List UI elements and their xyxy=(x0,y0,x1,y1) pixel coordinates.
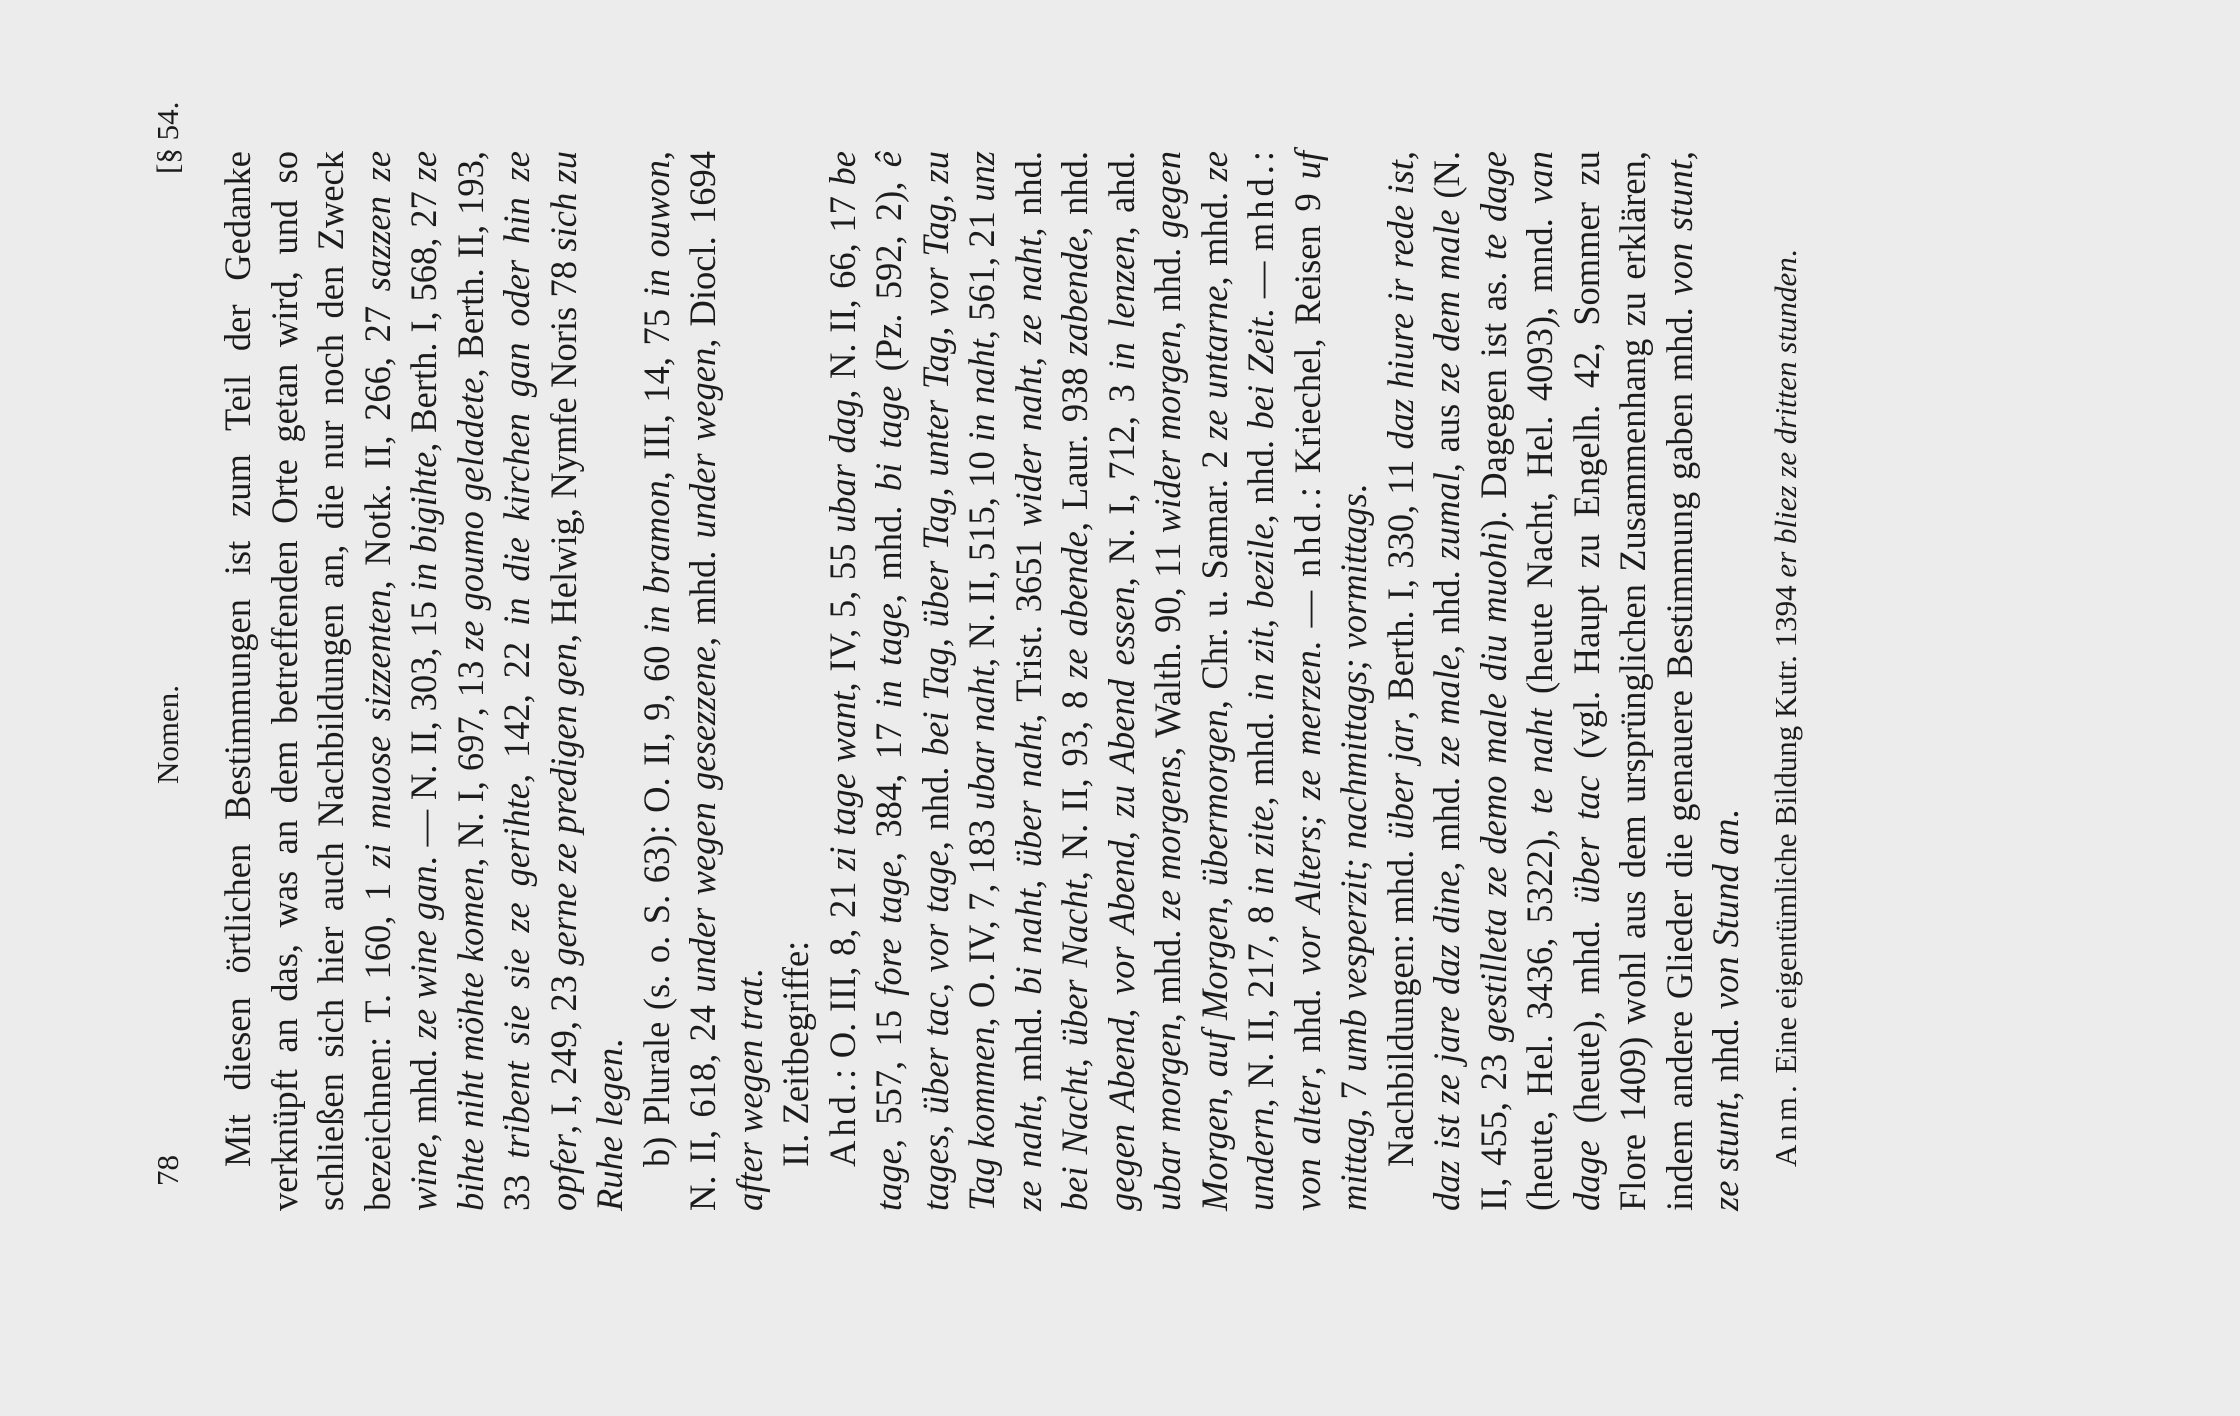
text-run: ). Dagegen ist as. xyxy=(1472,259,1514,532)
italic-citation: vor Alters; ze merzen xyxy=(1286,650,1328,975)
italic-citation: wider morgen xyxy=(1147,330,1188,534)
italic-citation: in naht xyxy=(961,339,1002,442)
italic-citation: fore tage xyxy=(868,861,909,996)
italic-citation: ze wine gan xyxy=(403,865,444,1040)
italic-citation: zi tage want xyxy=(821,691,863,871)
italic-citation: in bramon xyxy=(635,480,677,634)
text-run: , mhd. xyxy=(1240,701,1281,806)
text-run: , N. II, 515, 10 xyxy=(961,441,1002,668)
italic-citation: ze goumo geladete xyxy=(449,377,491,651)
text-run: , 384, 17 xyxy=(868,708,909,862)
text-run: (Pz. 592, 2), xyxy=(868,167,909,386)
text-run: Eine eigentümliche Bildung Kutr. 1394 xyxy=(1767,577,1803,1082)
italic-citation: umb vesperzit; nachmittags; vormittags xyxy=(1333,493,1374,1073)
italic-citation: in lenzen xyxy=(1100,235,1142,371)
paragraph xyxy=(773,151,820,1211)
italic-citation: wider naht, ze naht xyxy=(1007,236,1049,527)
italic-citation: bi tage xyxy=(868,385,909,492)
text-run: , Berth. I, 568, 27 xyxy=(403,181,444,452)
text-run: . xyxy=(1705,809,1746,819)
italic-citation: under wegen xyxy=(682,347,723,539)
text-run: , N. II, 217, 8 xyxy=(1240,895,1281,1108)
text-run: , Notk. II, 266, 27 xyxy=(356,291,398,590)
text-run: , 557, 15 xyxy=(868,995,909,1149)
italic-citation: after wegen trat xyxy=(728,977,770,1211)
text-run: , III, 14, 75 xyxy=(635,297,677,481)
text-run: , Berth. I, 330, 11 xyxy=(1379,449,1421,720)
italic-citation: über tac xyxy=(1565,775,1607,904)
text-run: , Walth. 90, 11 xyxy=(1147,533,1188,756)
page-body xyxy=(215,151,1808,1211)
text-run: , mhd. xyxy=(1193,181,1235,286)
italic-citation: tribent sie sie ze gerihte xyxy=(496,783,537,1159)
italic-citation: ubar morgen xyxy=(1147,1022,1188,1211)
italic-citation: unz ze naht xyxy=(961,151,1049,1211)
text-run: , Helwig, Nymfe Noris 78 xyxy=(542,251,584,644)
text-run: , N. I, 712, 3 xyxy=(1100,370,1142,587)
text-run: , nhd. xyxy=(1286,974,1328,1076)
italic-citation: zabende xyxy=(1054,235,1095,356)
italic-citation: daz hiure ir rede ist, daz ist ze jare daz dine xyxy=(1379,151,1467,1211)
italic-citation: zumal xyxy=(1426,472,1467,560)
text-run: Anm. xyxy=(1767,1081,1803,1167)
text-run: , mhd. xyxy=(1007,994,1049,1104)
italic-citation: über jar xyxy=(1379,719,1421,840)
text-run: . xyxy=(1767,249,1803,258)
italic-citation: in tage xyxy=(868,603,909,709)
text-run: , 561, 21 xyxy=(961,201,1002,340)
text-run: , O. IV, 7, 183 xyxy=(961,810,1002,1027)
text-run: , N. II, 66, 17 xyxy=(821,185,863,399)
italic-citation: gerne ze predigen gen xyxy=(542,643,584,966)
text-run: (N. II, 455, 23 xyxy=(1426,150,1514,1211)
text-run: mhd. xyxy=(1240,161,1281,252)
text-run: , IV, 5, 55 xyxy=(821,533,863,692)
italic-citation: uf mittag xyxy=(1286,150,1374,1211)
italic-citation: gestilleta ze demo male diu muohi xyxy=(1472,531,1514,1043)
italic-citation: ubar dag xyxy=(821,398,863,534)
text-run: , Laur. 938 xyxy=(1054,355,1095,532)
italic-citation: in zit, bezile xyxy=(1240,523,1281,702)
italic-citation: ê tages, über tac, vor tage xyxy=(868,151,956,1211)
text-run: . xyxy=(728,968,770,978)
text-run: , nhd. xyxy=(914,755,956,851)
text-run: , I, 249, 23 xyxy=(542,965,584,1134)
italic-citation: under wegen gesezzene xyxy=(682,646,723,993)
text-run: , mhd. xyxy=(868,491,909,604)
text-run: Ahd. xyxy=(821,1079,863,1167)
text-run: . — N. II, 303, 15 xyxy=(403,591,444,866)
italic-citation: in die kirchen gan oder hin ze opfer xyxy=(496,151,584,1211)
text-run: Nachbildungen: mhd. xyxy=(1379,839,1421,1167)
text-run: , nhd. xyxy=(1007,150,1049,237)
text-run: (heute), mhd. xyxy=(1565,903,1607,1141)
paragraph xyxy=(634,151,774,1211)
text-run: , Berth. II, 193, 33 xyxy=(449,150,537,1211)
italic-citation: sich zu Ruhe legen xyxy=(542,150,630,1211)
running-head: Nomen. xyxy=(150,684,185,784)
italic-citation: zi muose sizzenten xyxy=(356,589,398,869)
text-run: II. Zeitbegriffe: xyxy=(775,940,816,1167)
text-run: , mhd. xyxy=(1147,920,1188,1023)
italic-citation: ze bihte niht möhte komen xyxy=(403,150,491,1211)
italic-citation: von Stund an xyxy=(1705,818,1746,1010)
text-run: : xyxy=(1240,150,1281,162)
italic-citation: er bliez ze dritten stunden xyxy=(1767,257,1803,578)
italic-citation: bei Tag, über Tag, unter Tag, vor Tag, zu Tag kommen xyxy=(914,151,1002,1211)
text-run: . — xyxy=(1240,251,1281,318)
text-run: , Diocl. 1694 xyxy=(682,151,723,348)
text-run: . xyxy=(1333,484,1374,494)
italic-citation: van dage xyxy=(1519,150,1607,1211)
text-run: (heute, Hel. 3436, 5322), xyxy=(1519,814,1560,1211)
italic-citation: gegen Abend, vor Abend, zu Abend essen xyxy=(1100,586,1142,1211)
text-run: , N. II, 93, 8 xyxy=(1054,678,1095,881)
italic-citation: te naht xyxy=(1519,708,1560,815)
italic-citation: bei Nacht, über Nacht xyxy=(1054,880,1095,1211)
paragraph xyxy=(215,151,634,1211)
text-run: , 7 xyxy=(1333,1072,1374,1118)
text-run: (vgl. Haupt zu Engelh. 42, Sommer zu Flore 1409) wohl aus dem ursprünglichen Zusammenhang zu erklären, indem andere Glieder die genauere Bestimmung gaben mhd. xyxy=(1565,151,1700,1211)
text-run: , ahd. xyxy=(1100,150,1142,236)
text-run: , Trist. 3651 xyxy=(1007,526,1049,723)
italic-citation: te dage xyxy=(1472,151,1514,260)
italic-citation: von alter xyxy=(1286,1075,1328,1211)
text-run: , N. II, 618, 24 xyxy=(635,151,723,1211)
text-run: : Kriechel, Reisen 9 xyxy=(1286,179,1328,498)
italic-citation: ze abende xyxy=(1054,531,1095,679)
italic-citation: in ouwon xyxy=(635,160,677,298)
text-run: , nhd. xyxy=(1705,1009,1746,1101)
text-run: , Chr. u. Samar. 2 xyxy=(1193,439,1235,710)
italic-citation: ubar naht xyxy=(961,667,1002,811)
paragraph xyxy=(1378,151,1750,1211)
text-run: , N. I, 697, 13 xyxy=(449,650,491,867)
italic-citation: be tage xyxy=(821,151,909,1211)
text-run: , nhd. xyxy=(1240,429,1281,524)
section-marker: [§ 54. xyxy=(150,101,185,174)
text-run: , mhd. xyxy=(682,538,723,647)
text-run: : O. III, 8, 21 xyxy=(821,870,863,1080)
paragraph xyxy=(820,151,1378,1211)
italic-citation: gegen Morgen, auf Morgen, übermorgen xyxy=(1147,151,1235,1211)
italic-citation: ze untarne xyxy=(1193,285,1235,440)
text-run: Mit diesen örtlichen Bestimmungen ist zum Teil der Gedanke verknüpft an das, was an dem betreffenden Orte getan wird, und so schließen sich hier auch Nachbildungen an, die nur noch den Zweck bezeichnen: T. 160, 1 xyxy=(217,151,398,1211)
italic-citation: ze male xyxy=(1426,653,1467,767)
italic-citation: von stunt, ze stunt xyxy=(1658,150,1746,1211)
italic-citation: sazzen ze wine xyxy=(356,150,444,1211)
italic-citation: ze undern xyxy=(1193,151,1281,1211)
italic-citation: bei Zeit xyxy=(1240,317,1281,430)
text-run: nhd. xyxy=(1286,497,1328,578)
text-run: , nhd. xyxy=(1426,559,1467,654)
italic-citation: in zite xyxy=(1240,805,1281,896)
text-run: (heute Nacht, Hel. 4093), mnd. xyxy=(1519,203,1560,709)
text-run: , mhd. xyxy=(403,1039,444,1143)
italic-citation: bi naht, über naht xyxy=(1007,722,1049,995)
text-run: , nhd. xyxy=(1147,238,1188,331)
text-run: , mhd. xyxy=(1426,766,1467,871)
italic-citation: ze dem male xyxy=(1426,209,1467,394)
text-run: , nhd. xyxy=(1054,150,1095,236)
italic-citation: in bigihte xyxy=(403,451,444,592)
text-run: , 142, 22 xyxy=(496,625,537,783)
text-run: b) Plurale (s. o. S. 63): O. II, 9, 60 xyxy=(635,633,677,1167)
page-number: 78 xyxy=(150,1155,185,1186)
text-run: , aus xyxy=(1426,393,1467,473)
text-run: . xyxy=(589,1038,630,1048)
italic-citation: ze morgens xyxy=(1147,755,1188,921)
annotation-note xyxy=(1764,151,1808,1211)
text-run: . — xyxy=(1286,577,1328,651)
